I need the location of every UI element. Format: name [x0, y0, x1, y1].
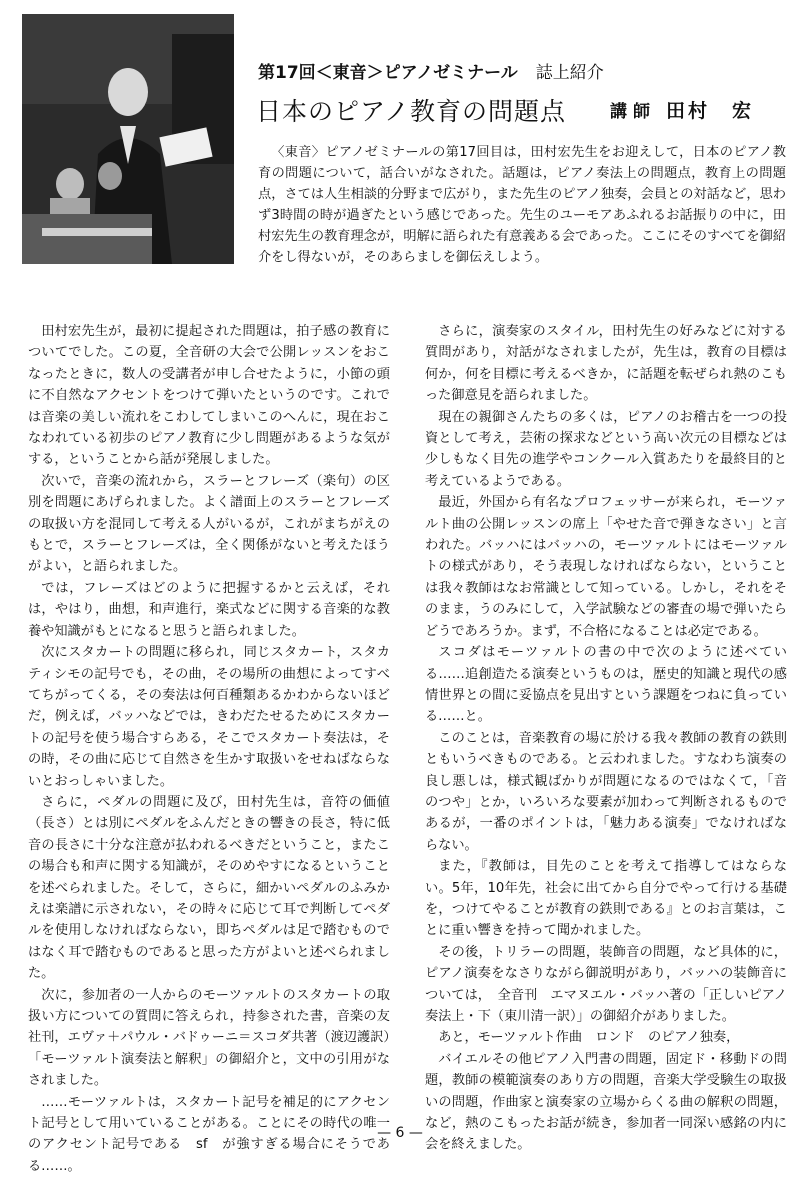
lecturer-photo-image	[22, 14, 234, 264]
paragraph: また，『教師は，目先のことを考えて指導してはならない。5年，10年先，社会に出てから自分でやって行ける基礎を，つけてやることが教育の鉄則である』とのお言葉は，ことに重い響きを持って聞かれました。	[425, 859, 787, 939]
page-number: — 6 —	[377, 1125, 423, 1141]
paragraph: では，フレーズはどのように把握するかと云えば，それは，やはり，曲想，和声進行，楽式などに関する音楽的な教養や知識がもとになると思うと語られました。	[28, 580, 390, 639]
paragraph: 田村宏先生が，最初に提起された問題は，拍子感の教育についてでした。この夏，全音研の大会で公開レッスンをおこなったときに，数人の受講者が申し合せたように，小節の頭に不自然なアクセントをつけて弾いたというのです。これでは音楽の美しい流れをこわしてしまいこのへんに，現在おこなわれている初歩のピアノ教育に少し問題があるような気がする，ということから話が発展しました。	[28, 324, 390, 468]
series-tail: 誌上紹介	[535, 63, 604, 83]
paragraph: ……モーツァルトは，スタカート記号を補足的にアクセント記号として用いていることがある。ことにその時代の唯一のアクセント記号である sf が強すぎる場合にそうである……。	[28, 1094, 390, 1174]
article-title: 日本のピアノ教育の問題点	[256, 97, 567, 126]
lecturer-name: 田村 宏	[666, 100, 755, 122]
lecturer-credit	[610, 96, 754, 123]
lecturer-role: 講師	[610, 102, 656, 122]
paragraph: さらに，演奏家のスタイル，田村先生の好みなどに対する質問があり，対話がなされましたが，先生は，教育の目標は何か，何を目標に考えるべきか，に話題を転ぜられ熱のこもった御意見を語られました。	[425, 324, 787, 404]
paragraph: 現在の親御さんたちの多くは，ピアノのお稽古を一つの投資として考え，芸術の探求などという高い次元の目標などは少しもなく目先の進学やコンクール入賞あたりを最終目的と考えているようである。	[425, 409, 787, 489]
paragraph: 最近，外国から有名なプロフェッサーが来られ，モーツァルト曲の公開レッスンの席上「やせた音で弾きなさい」と言われた。バッハにはバッハの，モーツァルトにはモーツァルトの様式があり，そう表現しなければならない，ということは我々教師はなお常識として知っている。しかし，それをそのまま，うのみにして，入学試験などの審査の場で弾いたらどうであろうか。まず，不合格になることは必定である。	[425, 495, 787, 639]
paragraph: スコダはモーツァルトの書の中で次のように述べている……追創造たる演奏というものは，歴史的知識と現代の感情世界との間に妥協点を見出すという課題をつねに負っている……と。	[425, 645, 787, 725]
paragraph: バイエルその他ピアノ入門書の問題，固定ド・移動ドの問題，教師の模範演奏のあり方の問題，音楽大学受験生の取扱いの問題，作曲家と演奏家の立場からくる曲の解釈の問題，など，熱のこもったお話が続き，参加者一同深い感銘の内に会を終えました。	[425, 1051, 787, 1153]
paragraph: その後，トリラーの問題，装飾音の問題，など具体的に，ピアノ演奏をなさりながら御説明があり，バッハの装飾音については， 全音刊 エマヌエル・バッハ著の「正しいピアノ奏法上・下（東川清一訳）」の御紹介がありました。	[425, 944, 787, 1024]
paragraph: さらに，ペダルの問題に及び，田村先生は，音符の価値（長さ）とは別にペダルをふんだときの響きの長さ，特に低音の長さに十分な注意が払われるべきだということ，またこの場合も和声に関する知識が，そのめやすになるということを述べられました。そして，さらに，細かいペダルのふみかえは楽譜に示されない，その時々に応じて耳で判断してペダルを使用しなければならない，即ちペダルは足で踏むものではなく耳で踏むものであると思った方がよいと述べられました。	[28, 794, 390, 982]
series-heading	[258, 58, 604, 83]
right-column	[425, 321, 787, 1156]
paragraph: 次にスタカートの問題に移られ，同じスタカート，スタカティシモの記号でも，その曲，その場所の曲想によってすべてちがってくる，その奏法は何百種類あるかわからないほどだ，例えば，バッハなどでは，きわだたせるためにスタカートの記号を使う場合すらある，そこでスタカート奏法は，その時，その曲に応じて自然さを生かす取扱いをせねばならないとおっしゃいました。	[28, 645, 390, 789]
paragraph: あと，モーツァルト作曲 ロンド のピアノ独奏，	[438, 1030, 740, 1046]
paragraph: 次に，参加者の一人からのモーツァルトのスタカートの取扱い方についての質問に答えられ，持参された書，音楽の友社刊，エヴァ＋パウル・バドゥーニ＝スコダ共著（渡辺護訳）「モーツァルト演奏法と解釈」の御紹介と，文中の引用がなされました。	[28, 987, 390, 1089]
intro-paragraph: 〈東音〉ピアノゼミナールの第17回目は，田村宏先生をお迎えして，日本のピアノ教育の問題について，話合いがなされた。話題は，ピアノ奏法上の問題点，教育上の問題点，さては人生相談的分野まで広がり，また先生のピアノ独奏，会員との対話など，思わず3時間の時が過ぎたという感じであった。先生のユーモアあふれるお話振りの中に，田村宏先生の教育理念が，明解に語られた有意義ある会であった。ここにそのすべてを御紹介をし得ないが，そのあらましを御伝えしよう。	[258, 145, 786, 265]
paragraph: 次いで，音楽の流れから，スラーとフレーズ（楽句）の区別を問題にあげられました。よく譜面上のスラーとフレーズの取扱い方を混同して考える人がいるが，これがまちがえのもとで，スラーとフレーズは，全く関係がないと考えたほうがよい，と語られました。	[28, 473, 390, 575]
left-column	[28, 321, 390, 1177]
lecturer-photo	[22, 14, 234, 264]
series-name: 第17回＜東音＞ピアノゼミナール	[258, 63, 518, 83]
paragraph: このことは，音楽教育の場に於ける我々教師の教育の鉄則ともいうべきものである。と云われました。すなわち演奏の良し悪しは，様式観ばかりが問題になるのではなくて，「音のつや」とか，いろいろな要素が加わって判断されるものであるが，一番のポイントは，「魅力ある演奏」でなければならない。	[425, 730, 787, 853]
